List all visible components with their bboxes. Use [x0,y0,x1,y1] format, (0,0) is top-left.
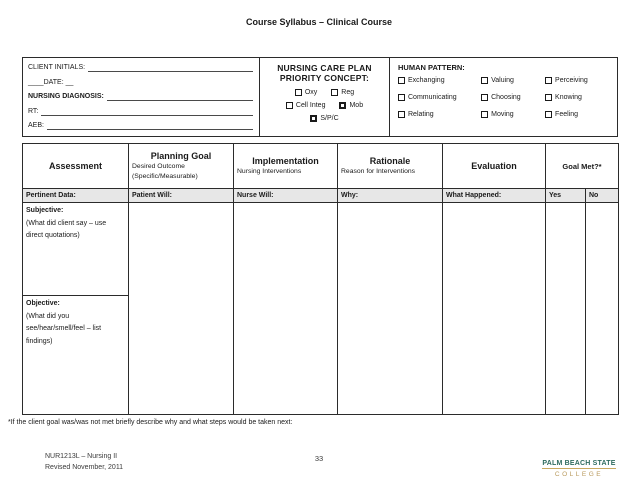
valuing-checkbox-icon[interactable] [481,77,488,84]
oxy-checkbox-icon[interactable] [295,89,302,96]
pattern-option-moving [481,111,545,118]
choosing-label: Choosing [491,94,521,101]
goal-met-footnote: *If the client goal was/was not met briefly describe why and what steps would be taken next: [8,419,293,426]
rt-field [28,108,253,116]
no-subheader: No [586,189,619,203]
knowing-checkbox-icon[interactable] [545,94,552,101]
client-info-box [22,57,618,137]
evaluation-title: Evaluation [471,161,517,171]
relating-label: Relating [408,111,434,118]
subjective-hint: (What did client say – use direct quotations) [26,219,107,240]
choosing-checkbox-icon[interactable] [481,94,488,101]
pattern-option-knowing [545,94,609,101]
priority-concept-title-line2: PRIORITY CONCEPT: [279,73,370,84]
patient-will-subheader: Patient Will: [129,189,234,203]
priority-option-reg [331,89,354,96]
priority-concept-title-line1: NURSING CARE PLAN [277,63,372,73]
planning-goal-sub1: Desired Outcome [132,162,185,170]
goal-met-yes-cell [546,203,586,415]
page-title: Course Syllabus – Clinical Course [245,17,393,27]
nursing-diagnosis-input-line[interactable] [107,94,253,101]
perceiving-label: Perceiving [555,77,588,84]
page-number: 33 [314,454,324,463]
priority-row-3 [260,115,389,122]
logo-college-name: PALM BEACH STATE [542,460,616,467]
client-info-section [23,58,260,136]
revision-date: Revised November, 2011 [45,463,124,471]
care-plan-table [22,143,619,415]
priority-row-1 [260,89,389,96]
aeb-input-line[interactable] [47,123,253,130]
client-initials-field [28,64,253,72]
why-cell [338,203,443,415]
pattern-option-relating [398,111,481,118]
patient-will-cell [129,203,234,415]
date-field [28,79,253,87]
college-logo [536,452,622,478]
goal-met-no-cell [586,203,619,415]
spc-label: S/P/C [320,115,339,123]
implementation-header [234,144,338,189]
pattern-option-communicating [398,94,481,101]
date-label: ____DATE: __ [28,78,74,86]
planning-goal-sub2: (Specific/Measurable) [132,173,198,180]
mob-label: Mob [349,102,364,110]
client-initials-label: CLIENT INITIALS: [28,64,86,71]
pertinent-data-subheader: Pertinent Data: [23,189,129,203]
feeling-label: Feeling [555,111,579,118]
spc-checkbox-icon[interactable] [310,115,317,122]
yes-subheader: Yes [546,189,586,203]
goal-met-title: Goal Met?* [562,161,602,171]
logo-college-word: COLLEGE [554,471,604,478]
table-header-row [23,144,619,189]
objective-label: Objective: [26,300,60,307]
human-pattern-grid [398,77,609,118]
nursing-diagnosis-label: NURSING DIAGNOSIS: [28,93,104,100]
rt-label: RT: [28,107,39,115]
feeling-checkbox-icon[interactable] [545,111,552,118]
human-pattern-section [390,58,617,136]
oxy-label: Oxy [304,89,318,97]
table-subheader-row [23,189,619,203]
pattern-option-feeling [545,111,609,118]
subjective-label: Subjective: [26,207,64,214]
pattern-option-perceiving [545,77,609,84]
reg-label: Reg [341,89,355,97]
exchanging-label: Exchanging [408,77,445,84]
valuing-label: Valuing [491,77,514,84]
relating-checkbox-icon[interactable] [398,111,405,118]
reg-checkbox-icon[interactable] [331,89,338,96]
rationale-sub1: Reason for Interventions [341,167,416,175]
course-code: NUR1213L – Nursing II [45,453,118,460]
aeb-label: AEB: [28,122,44,129]
cell-integ-checkbox-icon[interactable] [286,102,293,109]
rt-input-line[interactable] [41,109,253,116]
pattern-option-exchanging [398,77,481,84]
goal-met-header [546,144,619,189]
rationale-header [338,144,443,189]
priority-option-mob [339,102,363,109]
what-happened-cell [443,203,546,415]
objective-hint: (What did you see/hear/smell/feel – list findings) [26,312,102,345]
nurse-will-cell [234,203,338,415]
planning-goal-header [129,144,234,189]
client-initials-input-line[interactable] [88,65,253,72]
priority-option-cell-integ [286,102,326,109]
nurse-will-subheader: Nurse Will: [234,189,338,203]
perceiving-checkbox-icon[interactable] [545,77,552,84]
why-subheader: Why: [338,189,443,203]
nursing-diagnosis-field [28,93,253,101]
assessment-objective-cell [23,296,129,415]
assessment-subjective-cell [23,203,129,296]
aeb-field [28,122,253,130]
implementation-title: Implementation [252,155,319,166]
exchanging-checkbox-icon[interactable] [398,77,405,84]
what-happened-subheader: What Happened: [443,189,546,203]
moving-label: Moving [491,111,514,118]
planning-goal-title: Planning Goal [150,150,212,161]
knowing-label: Knowing [555,94,582,101]
priority-option-spc [310,115,338,122]
cell-integ-label: Cell Integ [295,102,326,110]
implementation-sub1: Nursing Interventions [237,167,302,175]
moving-checkbox-icon[interactable] [481,111,488,118]
communicating-label: Communicating [408,94,457,101]
pattern-option-valuing [481,77,545,84]
priority-concept-section [260,58,390,136]
mob-checkbox-icon[interactable] [339,102,346,109]
rationale-title: Rationale [369,155,411,166]
evaluation-header [443,144,546,189]
assessment-header [23,144,129,189]
human-pattern-title: HUMAN PATTERN: [398,63,465,72]
communicating-checkbox-icon[interactable] [398,94,405,101]
table-body-row-subjective [23,203,619,296]
priority-row-2 [260,102,389,109]
priority-option-oxy [295,89,317,96]
pattern-option-choosing [481,94,545,101]
assessment-title: Assessment [48,161,103,171]
